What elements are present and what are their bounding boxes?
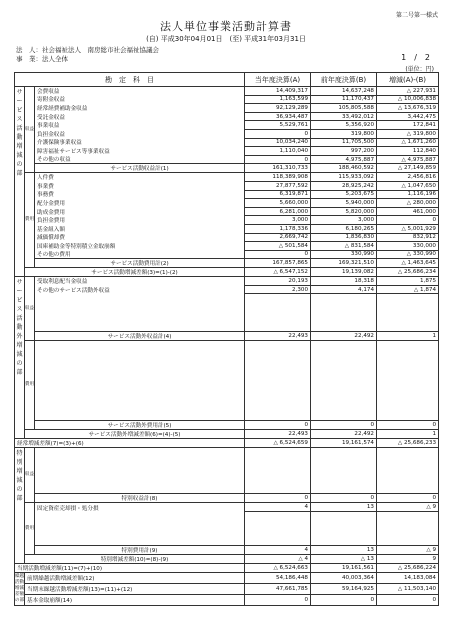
header-diff: 増減(A)-(B): [377, 73, 439, 87]
previous-value: 6,180,265: [311, 224, 377, 233]
diff-value: △ 9: [377, 503, 439, 512]
account-name: 事業収益: [35, 121, 245, 130]
current-value: 14,409,317: [245, 87, 311, 96]
section-special: 特別増減の部: [15, 448, 25, 564]
table-row: [15, 155, 439, 164]
current-value: 5,529,761: [245, 121, 311, 130]
subsection-income: 収益: [25, 448, 35, 503]
blank-cell: [377, 341, 439, 421]
blank-row: [15, 448, 439, 494]
total-name: サービス活動外収益計(4): [35, 332, 245, 341]
diff-value: 112,840: [377, 147, 439, 156]
diff-value: △ 5,001,929: [377, 224, 439, 233]
diff-value: 832,912: [377, 233, 439, 242]
diff-value: 330,000: [377, 242, 439, 251]
account-name: その他の収益: [35, 155, 245, 164]
diff-value: △ 330,990: [377, 250, 439, 259]
account-name: 国庫補助金等特別積立金取崩額: [35, 242, 245, 251]
current-value: 54,186,448: [245, 573, 311, 584]
total-row: [15, 268, 439, 277]
diff-value: △ 9: [377, 546, 439, 555]
diff-value: 0: [377, 494, 439, 503]
diff-value: 0: [377, 595, 439, 606]
account-name: 事業費: [35, 181, 245, 190]
blank-row: [15, 341, 439, 421]
blank-cell: [377, 512, 439, 546]
current-value: 20,193: [245, 277, 311, 286]
previous-value: 13: [311, 503, 377, 512]
previous-value: 11,170,437: [311, 95, 377, 104]
blank-row: [15, 294, 439, 332]
table-row: [15, 173, 439, 182]
previous-value: 19,161,561: [311, 564, 377, 573]
total-name: 経常増減差額(7)=(3)+(6): [15, 439, 245, 448]
header-item: 勘 定 科 目: [15, 73, 245, 87]
subsection-expense: 費用: [25, 503, 35, 555]
page-title: 法人単位事業活動計算書: [160, 20, 292, 33]
diff-value: △ 25,686,233: [377, 439, 439, 448]
total-row: [15, 259, 439, 268]
current-value: 1,163,599: [245, 95, 311, 104]
previous-value: 330,990: [311, 250, 377, 259]
diff-value: 1,116,196: [377, 190, 439, 199]
table-row: [15, 147, 439, 156]
table-row: [15, 190, 439, 199]
current-value: 161,310,733: [245, 164, 311, 173]
blank-cell: [35, 341, 245, 421]
blank-cell: [311, 341, 377, 421]
account-name: その他の費用: [35, 250, 245, 259]
previous-value: △ 831,584: [311, 242, 377, 251]
current-value: 10,034,240: [245, 138, 311, 147]
account-name: 障害福祉サービス等事業収益: [35, 147, 245, 156]
account-name: 人件費: [35, 173, 245, 182]
diff-value: △ 4,975,887: [377, 155, 439, 164]
previous-value: 18,318: [311, 277, 377, 286]
account-name: 固定資産売却損・処分損: [35, 503, 245, 512]
fiscal-period: (自) 平成30年04月01日 (至) 平成31年03月31日: [146, 35, 306, 43]
current-value: 36,934,487: [245, 112, 311, 121]
activity-statement-table: [14, 72, 439, 606]
total-row: [15, 430, 439, 439]
previous-value: 997,200: [311, 147, 377, 156]
diff-value: 2,456,816: [377, 173, 439, 182]
diff-value: △ 1,463,645: [377, 259, 439, 268]
total-name: 前期繰越活動増減差額(12): [25, 573, 245, 584]
current-value: 0: [245, 129, 311, 138]
form-number: 第二号第一様式: [395, 12, 438, 19]
header-current: 当年度決算(A): [245, 73, 311, 87]
diff-value: △ 27,149,859: [377, 164, 439, 173]
account-name: 受託金収益: [35, 112, 245, 121]
table-row: [15, 95, 439, 104]
total-row: [15, 164, 439, 173]
previous-value: 19,139,082: [311, 268, 377, 277]
diff-value: 0: [377, 216, 439, 225]
previous-value: 28,925,242: [311, 181, 377, 190]
previous-value: 40,003,364: [311, 573, 377, 584]
table-row: [15, 224, 439, 233]
diff-value: △ 1,047,650: [377, 181, 439, 190]
unit-label: (単位：円): [405, 66, 434, 73]
account-name: 減価償却費: [35, 233, 245, 242]
current-value: 1,110,040: [245, 147, 311, 156]
previous-value: 1,836,830: [311, 233, 377, 242]
previous-value: 4,975,887: [311, 155, 377, 164]
current-value: 0: [245, 250, 311, 259]
total-name: 当期活動増減差額(11)=(7)+(10): [15, 564, 245, 573]
current-value: 4: [245, 546, 311, 555]
previous-value: 14,637,248: [311, 87, 377, 96]
current-value: △ 6,547,152: [245, 268, 311, 277]
current-value: △ 6,524,663: [245, 564, 311, 573]
previous-value: 169,321,510: [311, 259, 377, 268]
table-row: [15, 104, 439, 113]
blank-cell: [377, 448, 439, 494]
total-row: [15, 332, 439, 341]
corporation-name: 法 人：社会福祉法人 南房総市社会福祉協議会: [16, 46, 159, 54]
total-row: [15, 573, 439, 584]
diff-value: △ 319,800: [377, 129, 439, 138]
current-value: 118,389,908: [245, 173, 311, 182]
total-name: サービス活動外増減差額(6)=(4)-(5): [25, 430, 245, 439]
current-value: 92,129,289: [245, 104, 311, 113]
current-value: 0: [245, 595, 311, 606]
previous-value: 5,203,675: [311, 190, 377, 199]
current-value: 47,661,785: [245, 584, 311, 595]
current-value: △ 4: [245, 555, 311, 564]
total-name: サービス活動増減差額(3)=(1)-(2): [25, 268, 245, 277]
blank-cell: [245, 512, 311, 546]
subsection-income: 収益: [25, 277, 35, 341]
previous-value: 13: [311, 546, 377, 555]
current-value: 22,493: [245, 332, 311, 341]
previous-value: 4,174: [311, 285, 377, 294]
diff-value: 9: [377, 555, 439, 564]
previous-value: 105,805,588: [311, 104, 377, 113]
total-row: [15, 595, 439, 606]
subsection-expense: 費用: [25, 173, 35, 268]
current-value: 6,319,871: [245, 190, 311, 199]
header-previous: 前年度決算(B): [311, 73, 377, 87]
total-row: [15, 439, 439, 448]
current-value: 3,000: [245, 216, 311, 225]
page-number: 1 / 2: [401, 53, 430, 62]
section-balance: 繰越活動増減差額の部: [15, 573, 25, 606]
table-row: [15, 207, 439, 216]
section-service: サービス活動増減の部: [15, 87, 25, 277]
previous-value: 33,492,012: [311, 112, 377, 121]
total-row: [15, 421, 439, 430]
total-name: 当期末繰越活動増減差額(13)=(11)+(12): [25, 584, 245, 595]
diff-value: 1: [377, 332, 439, 341]
current-value: △ 501,584: [245, 242, 311, 251]
total-row: [15, 564, 439, 573]
current-value: 2,669,742: [245, 233, 311, 242]
table-row: [15, 138, 439, 147]
total-row: [15, 546, 439, 555]
total-name: 基本金取崩額(14): [25, 595, 245, 606]
account-name: 負担金収益: [35, 129, 245, 138]
blank-cell: [311, 512, 377, 546]
subsection-income: 収益: [25, 87, 35, 173]
current-value: 27,877,592: [245, 181, 311, 190]
previous-value: 115,933,092: [311, 173, 377, 182]
table-row: [15, 216, 439, 225]
table-row: [15, 285, 439, 294]
diff-value: △ 25,686,234: [377, 268, 439, 277]
total-name: 特別増減差額(10)=(8)-(9): [25, 555, 245, 564]
current-value: 6,281,000: [245, 207, 311, 216]
account-name: 配分金費用: [35, 199, 245, 208]
blank-cell: [35, 294, 245, 332]
current-value: 167,857,865: [245, 259, 311, 268]
current-value: 1,178,336: [245, 224, 311, 233]
diff-value: 14,183,084: [377, 573, 439, 584]
previous-value: 5,356,920: [311, 121, 377, 130]
previous-value: 0: [311, 595, 377, 606]
previous-value: 59,164,925: [311, 584, 377, 595]
previous-value: 11,705,500: [311, 138, 377, 147]
account-name: 事務費: [35, 190, 245, 199]
diff-value: △ 1,671,260: [377, 138, 439, 147]
current-value: 4: [245, 503, 311, 512]
diff-value: △ 11,503,140: [377, 584, 439, 595]
blank-cell: [35, 512, 245, 546]
account-name: その他のサービス活動外収益: [35, 285, 245, 294]
previous-value: 0: [311, 421, 377, 430]
table-row: [15, 250, 439, 259]
diff-value: 0: [377, 421, 439, 430]
table-row: [15, 112, 439, 121]
total-name: 特別費用計(9): [35, 546, 245, 555]
diff-value: △ 13,676,319: [377, 104, 439, 113]
blank-cell: [245, 341, 311, 421]
account-name: 会費収益: [35, 87, 245, 96]
diff-value: △ 10,006,838: [377, 95, 439, 104]
current-value: 0: [245, 155, 311, 164]
table-row: [15, 181, 439, 190]
current-value: △ 6,524,659: [245, 439, 311, 448]
current-value: 22,493: [245, 430, 311, 439]
blank-cell: [35, 448, 245, 494]
previous-value: 22,492: [311, 332, 377, 341]
total-row: [15, 584, 439, 595]
table-row: [15, 87, 439, 96]
account-name: 助成金費用: [35, 207, 245, 216]
table-row: [15, 199, 439, 208]
previous-value: 319,800: [311, 129, 377, 138]
diff-value: 172,841: [377, 121, 439, 130]
diff-value: △ 1,874: [377, 285, 439, 294]
diff-value: 1: [377, 430, 439, 439]
table-row: [15, 277, 439, 286]
diff-value: △ 25,686,224: [377, 564, 439, 573]
blank-cell: [311, 294, 377, 332]
table-body: [15, 87, 439, 606]
table-row: [15, 129, 439, 138]
table-row: [15, 503, 439, 512]
account-name: 基金組入額: [35, 224, 245, 233]
previous-value: △ 13: [311, 555, 377, 564]
total-row: [15, 494, 439, 503]
current-value: 0: [245, 421, 311, 430]
previous-value: 22,492: [311, 430, 377, 439]
table-row: [15, 242, 439, 251]
table-row: [15, 121, 439, 130]
current-value: 2,300: [245, 285, 311, 294]
previous-value: 19,161,574: [311, 439, 377, 448]
current-value: 0: [245, 494, 311, 503]
diff-value: △ 280,000: [377, 199, 439, 208]
blank-cell: [311, 448, 377, 494]
total-name: 特別収益計(8): [35, 494, 245, 503]
total-name: サービス活動外費用計(5): [35, 421, 245, 430]
previous-value: 188,460,592: [311, 164, 377, 173]
diff-value: 1,875: [377, 277, 439, 286]
current-value: 5,660,000: [245, 199, 311, 208]
total-name: サービス活動収益計(1): [35, 164, 245, 173]
blank-cell: [245, 294, 311, 332]
blank-row: [15, 512, 439, 546]
account-name: 負担金費用: [35, 216, 245, 225]
subsection-expense: 費用: [25, 341, 35, 430]
previous-value: 5,940,000: [311, 199, 377, 208]
account-name: 介護保険事業収益: [35, 138, 245, 147]
business-name: 事 業：法人全体: [16, 55, 68, 63]
diff-value: 3,442,475: [377, 112, 439, 121]
section-nonservice: サービス活動外増減の部: [15, 277, 25, 439]
account-name: 受取利息配当金収益: [35, 277, 245, 286]
blank-cell: [245, 448, 311, 494]
previous-value: 5,820,000: [311, 207, 377, 216]
blank-cell: [377, 294, 439, 332]
total-row: [15, 555, 439, 564]
table-row: [15, 233, 439, 242]
account-name: 寄附金収益: [35, 95, 245, 104]
table-header-row: [15, 73, 439, 87]
total-name: サービス活動費用計(2): [35, 259, 245, 268]
diff-value: 461,000: [377, 207, 439, 216]
account-name: 経常経費補助金収益: [35, 104, 245, 113]
diff-value: △ 227,931: [377, 87, 439, 96]
previous-value: 3,000: [311, 216, 377, 225]
previous-value: 0: [311, 494, 377, 503]
